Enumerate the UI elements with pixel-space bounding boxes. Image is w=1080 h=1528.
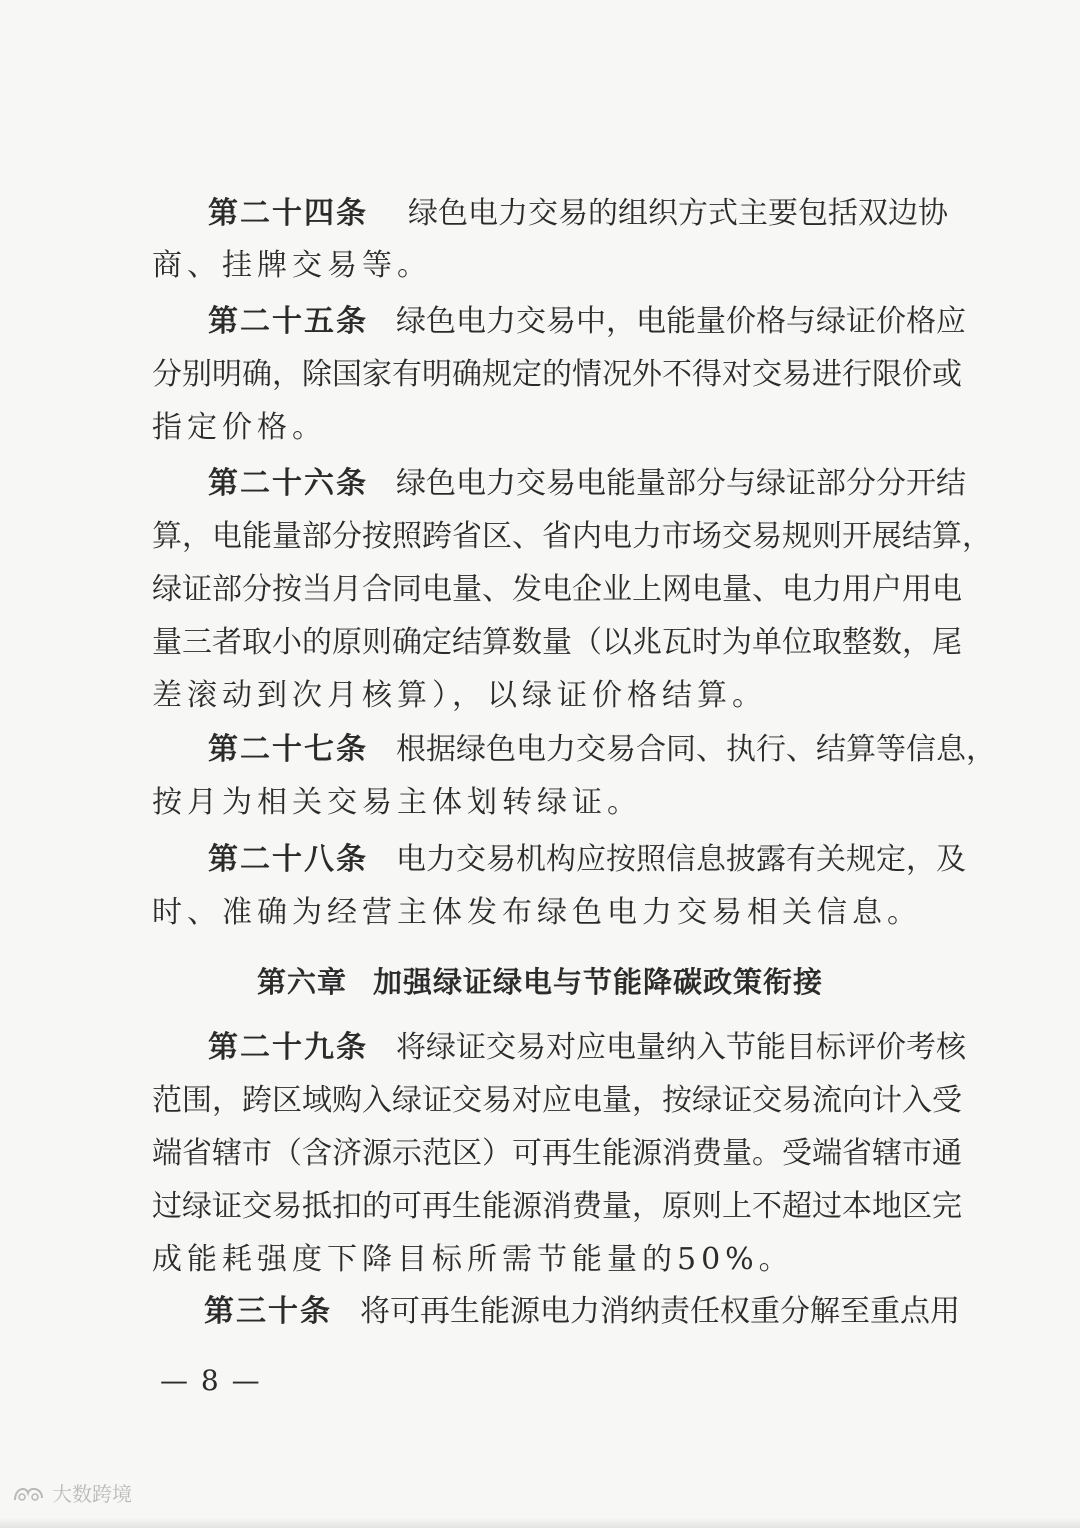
article-text-line: 指定价格。 (152, 410, 327, 445)
article-text-line: 绿色电力交易中，电能量价格与绿证价格应 (396, 304, 966, 339)
chapter-title: 加强绿证绿电与节能降碳政策衔接 (373, 965, 824, 999)
article-text-line: 商、挂牌交易等。 (152, 248, 432, 283)
chapter-heading (0, 958, 1080, 1006)
article-number: 第二十五条 (208, 304, 368, 339)
watermark-text: 大数跨境 (52, 1482, 132, 1506)
article-text-line: 范围，跨区域购入绿证交易对应电量，按绿证交易流向计入受 (152, 1083, 962, 1118)
article-text-line: 绿证部分按当月合同电量、发电企业上网电量、电力用户用电 (152, 572, 962, 607)
scan-edge (0, 1518, 1080, 1528)
article-text-line: 将绿证交易对应电量纳入节能目标评价考核 (396, 1030, 966, 1065)
article-text-line: 绿色电力交易电能量部分与绿证部分分开结 (396, 466, 966, 501)
watermark (12, 1478, 132, 1507)
article-number: 第二十九条 (208, 1030, 368, 1065)
article-text-line: 算，电能量部分按照跨省区、省内电力市场交易规则开展结算， (152, 519, 992, 554)
article-number: 第二十七条 (208, 732, 368, 767)
article-text-line: 时、准确为经营主体发布绿色电力交易相关信息。 (152, 895, 922, 930)
article-text-line: 过绿证交易抵扣的可再生能源消费量，原则上不超过本地区完 (152, 1189, 962, 1224)
article-number: 第二十四条 (208, 196, 368, 231)
article-text-line: 将可再生能源电力消纳责任权重分解至重点用 (360, 1294, 960, 1329)
article-number: 第二十八条 (208, 842, 368, 877)
article-text-line: 量三者取小的原则确定结算数量（以兆瓦时为单位取整数，尾 (152, 625, 962, 660)
article-number: 第三十条 (204, 1294, 332, 1329)
article-text-line: 成能耗强度下降目标所需节能量的50%。 (152, 1242, 794, 1277)
article-text-line: 按月为相关交易主体划转绿证。 (152, 785, 642, 820)
article-text-line: 绿色电力交易的组织方式主要包括双边协 (408, 196, 948, 231)
article-text-line: 分别明确，除国家有明确规定的情况外不得对交易进行限价或 (152, 357, 962, 392)
page-number: — 8 — (160, 1364, 262, 1397)
chapter-number: 第六章 (256, 965, 347, 999)
article-text-line: 差滚动到次月核算），以绿证价格结算。 (152, 678, 767, 713)
article-text-line: 电力交易机构应按照信息披露有关规定，及 (396, 842, 966, 877)
article-text-line: 端省辖市（含济源示范区）可再生能源消费量。受端省辖市通 (152, 1136, 962, 1171)
brand-logo-icon (12, 1482, 46, 1504)
article-number: 第二十六条 (208, 466, 368, 501)
article-text-line: 根据绿色电力交易合同、执行、结算等信息， (396, 732, 996, 767)
